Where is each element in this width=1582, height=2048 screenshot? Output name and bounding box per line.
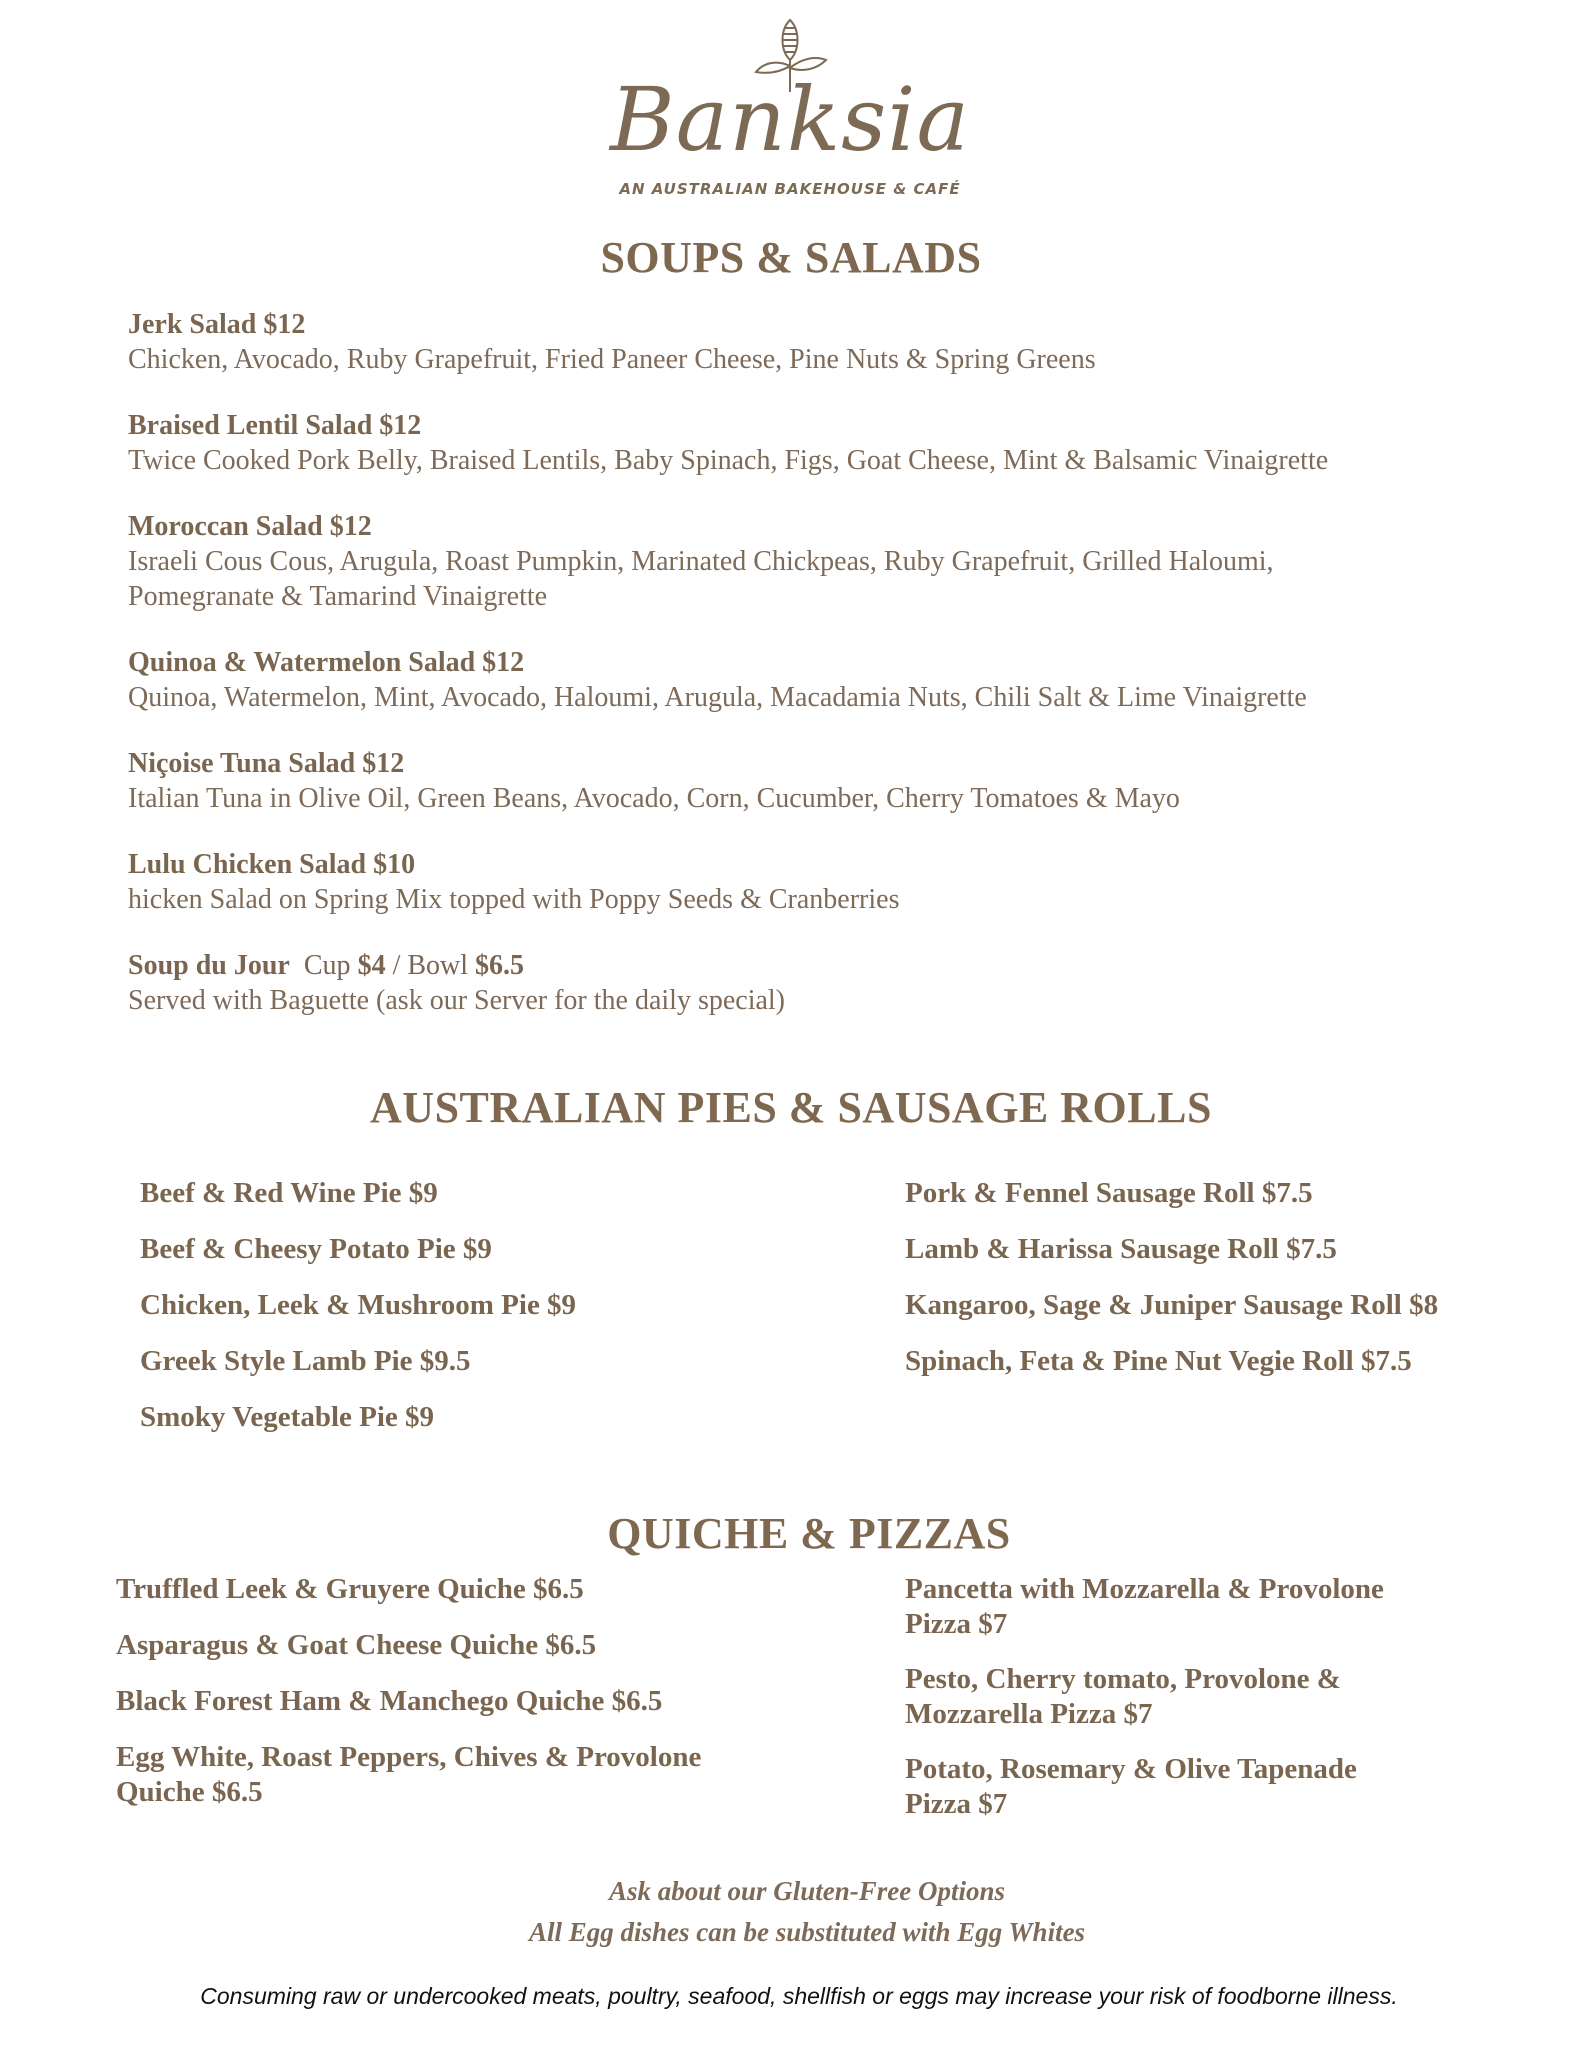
soup-bowl-price: $6.5 — [475, 950, 525, 981]
pizza-item-line2: Mozzarella Pizza $7 — [905, 1698, 1153, 1730]
menu-item — [128, 308, 1468, 377]
menu-item — [128, 747, 1468, 816]
item-description: Twice Cooked Pork Belly, Braised Lentils, Baby Spinach, Figs, Goat Cheese, Mint & Balsamic Vinaigrette — [128, 445, 1329, 476]
menu-item — [128, 848, 1468, 917]
brand-logo — [610, 16, 970, 206]
quiche-item: Asparagus & Goat Cheese Quiche $6.5 — [116, 1629, 597, 1661]
pizza-item — [905, 1572, 1384, 1642]
item-name: Quinoa & Watermelon Salad $12 — [128, 647, 525, 678]
item-name: Moroccan Salad $12 — [128, 511, 372, 542]
egg-white-note: All Egg dishes can be substituted with Egg Whites — [528, 1917, 1086, 1947]
menu-item-soup — [128, 949, 1468, 1018]
quiche-item: Black Forest Ham & Manchego Quiche $6.5 — [116, 1685, 663, 1717]
item-description: Quinoa, Watermelon, Mint, Avocado, Haloumi, Arugula, Macadamia Nuts, Chili Salt & Lime Vinaigrette — [128, 682, 1307, 713]
pizza-item — [905, 1752, 1357, 1822]
gluten-free-note: Ask about our Gluten-Free Options — [608, 1876, 1006, 1906]
menu-item — [128, 409, 1468, 478]
quiche-item — [116, 1740, 701, 1810]
item-description: Italian Tuna in Olive Oil, Green Beans, Avocado, Corn, Cucumber, Cherry Tomatoes & Mayo — [128, 783, 1180, 814]
pie-item: Beef & Red Wine Pie $9 — [140, 1177, 438, 1209]
soup-name: Soup du Jour — [128, 950, 290, 981]
section-title-pies: AUSTRALIAN PIES & SAUSAGE ROLLS — [370, 1083, 1212, 1132]
soup-separator: / — [392, 950, 401, 981]
pizza-item — [905, 1662, 1341, 1732]
menu-item — [128, 646, 1468, 715]
sausage-roll-item: Spinach, Feta & Pine Nut Vegie Roll $7.5 — [905, 1345, 1412, 1377]
pizza-item-line2: Pizza $7 — [905, 1608, 1008, 1640]
item-description-line2: Pomegranate & Tamarind Vinaigrette — [128, 581, 548, 612]
menu-item — [128, 510, 1468, 614]
section-title-quiche: QUICHE & PIZZAS — [607, 1509, 1011, 1558]
item-name — [128, 949, 1468, 983]
soup-cup-price: $4 — [357, 950, 386, 981]
pizza-item-line1: Pesto, Cherry tomato, Provolone & — [905, 1663, 1341, 1695]
item-description: Chicken, Avocado, Ruby Grapefruit, Fried Paneer Cheese, Pine Nuts & Spring Greens — [128, 344, 1096, 375]
pizza-item-line2: Pizza $7 — [905, 1788, 1008, 1820]
pie-item: Beef & Cheesy Potato Pie $9 — [140, 1233, 492, 1265]
item-name: Niçoise Tuna Salad $12 — [128, 748, 405, 779]
quiche-item-line1: Egg White, Roast Peppers, Chives & Provolone — [116, 1741, 702, 1773]
sausage-roll-item: Lamb & Harissa Sausage Roll $7.5 — [905, 1233, 1337, 1265]
soup-cup-label: Cup — [303, 950, 351, 981]
food-safety-warning: Consuming raw or undercooked meats, poultry, seafood, shellfish or eggs may increase your risk of foodborne illness. — [200, 1983, 1398, 2009]
quiche-item: Truffled Leek & Gruyere Quiche $6.5 — [116, 1573, 584, 1605]
section-title-soups: SOUPS & SALADS — [600, 233, 982, 282]
item-name: Jerk Salad $12 — [128, 309, 306, 340]
sausage-roll-item: Pork & Fennel Sausage Roll $7.5 — [905, 1177, 1313, 1209]
pie-item: Chicken, Leek & Mushroom Pie $9 — [140, 1289, 577, 1321]
item-description: Served with Baguette (ask our Server for the daily special) — [128, 985, 786, 1016]
item-description: Israeli Cous Cous, Arugula, Roast Pumpkin, Marinated Chickpeas, Ruby Grapefruit, Grilled Haloumi, — [128, 546, 1274, 577]
pizza-item-line1: Pancetta with Mozzarella & Provolone — [905, 1573, 1384, 1605]
item-description: hicken Salad on Spring Mix topped with Poppy Seeds & Cranberries — [128, 884, 900, 915]
brand-tagline: AN AUSTRALIAN BAKEHOUSE & CAFÉ — [619, 180, 961, 198]
pizza-item-line1: Potato, Rosemary & Olive Tapenade — [905, 1753, 1357, 1785]
sausage-roll-item: Kangaroo, Sage & Juniper Sausage Roll $8 — [905, 1289, 1439, 1321]
pie-item: Greek Style Lamb Pie $9.5 — [140, 1345, 471, 1377]
quiche-item-line2: Quiche $6.5 — [116, 1776, 263, 1808]
item-name: Braised Lentil Salad $12 — [128, 410, 422, 441]
pie-item: Smoky Vegetable Pie $9 — [140, 1401, 435, 1433]
brand-name: Banksia — [610, 68, 970, 171]
item-name: Lulu Chicken Salad $10 — [128, 849, 416, 880]
soup-bowl-label: Bowl — [407, 950, 469, 981]
